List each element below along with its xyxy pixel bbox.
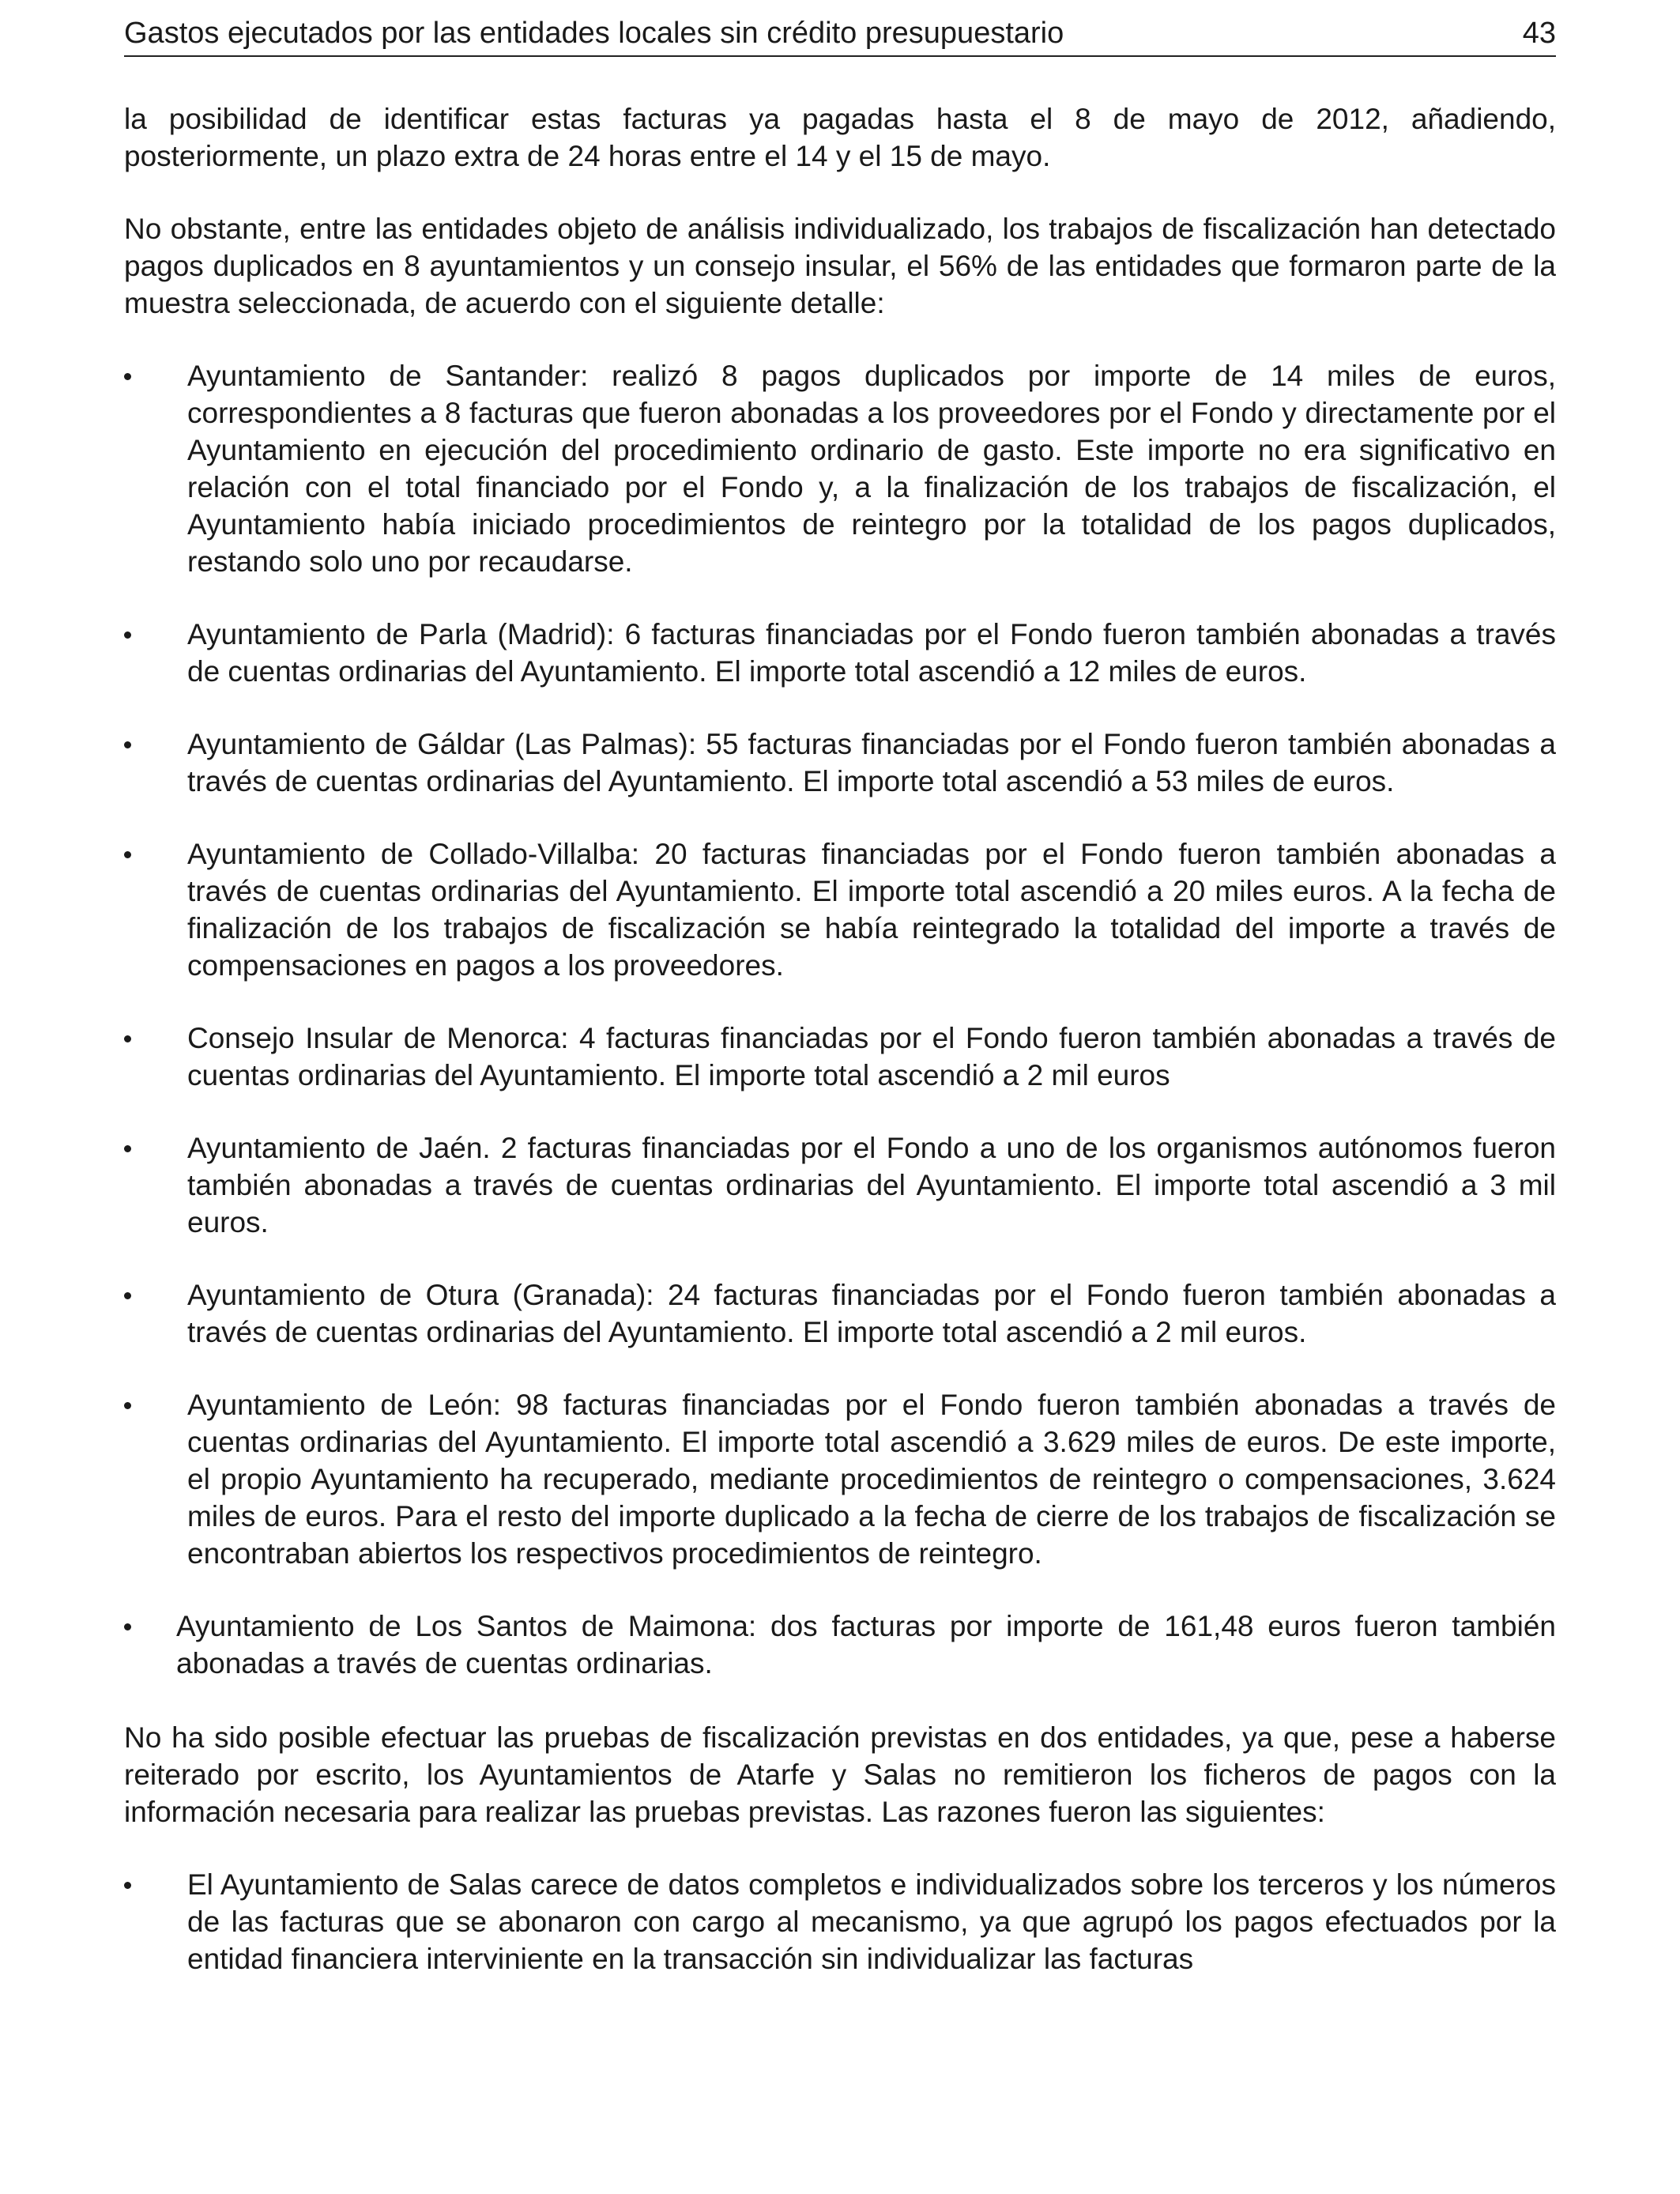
list-item-text: Ayuntamiento de Los Santos de Maimona: dos facturas por importe de 161,48 euros fueron también abonadas a través de cuentas ordinarias. bbox=[176, 1610, 1556, 1679]
bullet-icon bbox=[124, 1292, 131, 1299]
list-item-text: Ayuntamiento de Collado-Villalba: 20 facturas financiadas por el Fondo fueron también abonadas a través de cuentas ordinarias del Ayuntamiento. El importe total ascendió a 20 miles euros. A la fecha de finalización de los trabajos de fiscalización se había reintegrado la totalidad del importe a través de compensaciones en pagos a los proveedores. bbox=[187, 838, 1556, 982]
duplicate-payments-list bbox=[124, 357, 1556, 1682]
list-item-text: Ayuntamiento de Santander: realizó 8 pagos duplicados por importe de 14 miles de euros, correspondientes a 8 facturas que fueron abonadas a los proveedores por el Fondo y directamente por el Ayuntamiento en ejecución del procedimiento ordinario de gasto. Este importe no era significativo en relación con el total financiado por el Fondo y, a la finalización de los trabajos de fiscalización, el Ayuntamiento había iniciado procedimientos de reintegro por la totalidad de los pagos duplicados, restando solo uno por recaudarse. bbox=[187, 360, 1556, 578]
list-item-text: El Ayuntamiento de Salas carece de datos completos e individualizados sobre los terceros y los números de las facturas que se abonaron con cargo al mecanismo, ya que agrupó los pagos efectuados por la entidad financiera interviniente en la transacción sin individualizar las facturas bbox=[187, 1868, 1556, 1975]
bullet-icon bbox=[124, 1623, 131, 1630]
reasons-list bbox=[124, 1866, 1556, 1977]
paragraph: No obstante, entre las entidades objeto de análisis individualizado, los trabajos de fiscalización han detectado pagos duplicados en 8 ayuntamientos y un consejo insular, el 56% de las entidades que formaron parte de la muestra seleccionada, de acuerdo con el siguiente detalle: bbox=[124, 213, 1556, 319]
list-item-text: Ayuntamiento de Parla (Madrid): 6 facturas financiadas por el Fondo fueron también abonadas a través de cuentas ordinarias del Ayuntamiento. El importe total ascendió a 12 miles de euros. bbox=[187, 618, 1556, 688]
bullet-icon bbox=[124, 631, 131, 639]
list-item bbox=[124, 1129, 1556, 1241]
paragraph: la posibilidad de identificar estas facturas ya pagadas hasta el 8 de mayo de 2012, añadiendo, posteriormente, un plazo extra de 24 horas entre el 14 y el 15 de mayo. bbox=[124, 103, 1556, 172]
header-title: Gastos ejecutados por las entidades locales sin crédito presupuestario bbox=[124, 17, 1064, 50]
list-item bbox=[124, 726, 1556, 800]
list-item bbox=[124, 1866, 1556, 1977]
list-item bbox=[124, 357, 1556, 580]
bullet-icon bbox=[124, 1402, 131, 1409]
bullet-icon bbox=[124, 1035, 131, 1042]
bullet-icon bbox=[124, 741, 131, 748]
list-item-text: Consejo Insular de Menorca: 4 facturas financiadas por el Fondo fueron también abonadas a través de cuentas ordinarias del Ayuntamiento. El importe total ascendió a 2 mil euros bbox=[187, 1022, 1556, 1091]
bullet-icon bbox=[124, 851, 131, 858]
document-page bbox=[124, 0, 1556, 2015]
list-item bbox=[124, 1608, 1556, 1682]
list-item-text: Ayuntamiento de Jaén. 2 facturas financiadas por el Fondo a uno de los organismos autónomos fueron también abonadas a través de cuentas ordinarias del Ayuntamiento. El importe total ascendió a 3 mil euros. bbox=[187, 1132, 1556, 1238]
list-item bbox=[124, 1020, 1556, 1094]
list-item-text: Ayuntamiento de León: 98 facturas financiadas por el Fondo fueron también abonadas a través de cuentas ordinarias del Ayuntamiento. El importe total ascendió a 3.629 miles de euros. De este importe, el propio Ayuntamiento ha recuperado, mediante procedimientos de reintegro o compensaciones, 3.624 miles de euros. Para el resto del importe duplicado a la fecha de cierre de los trabajos de fiscalización se encontraban abiertos los respectivos procedimientos de reintegro. bbox=[187, 1389, 1556, 1570]
list-item-text: Ayuntamiento de Otura (Granada): 24 facturas financiadas por el Fondo fueron también abonadas a través de cuentas ordinarias del Ayuntamiento. El importe total ascendió a 2 mil euros. bbox=[187, 1279, 1556, 1348]
bullet-icon bbox=[124, 373, 131, 380]
running-header bbox=[124, 0, 1556, 57]
bullet-icon bbox=[124, 1882, 131, 1889]
list-item bbox=[124, 1276, 1556, 1351]
list-item-text: Ayuntamiento de Gáldar (Las Palmas): 55 facturas financiadas por el Fondo fueron también abonadas a través de cuentas ordinarias del Ayuntamiento. El importe total ascendió a 53 miles de euros. bbox=[187, 728, 1556, 797]
list-item bbox=[124, 1386, 1556, 1572]
document-body bbox=[124, 100, 1556, 1977]
paragraph: No ha sido posible efectuar las pruebas de fiscalización previstas en dos entidades, ya que, pese a haberse reiterado por escrito, los Ayuntamientos de Atarfe y Salas no remitieron los ficheros de pagos con la información necesaria para realizar las pruebas previstas. Las razones fueron las siguientes: bbox=[124, 1721, 1556, 1828]
list-item bbox=[124, 835, 1556, 984]
list-item bbox=[124, 616, 1556, 690]
page-number: 43 bbox=[1522, 17, 1556, 50]
bullet-icon bbox=[124, 1145, 131, 1152]
